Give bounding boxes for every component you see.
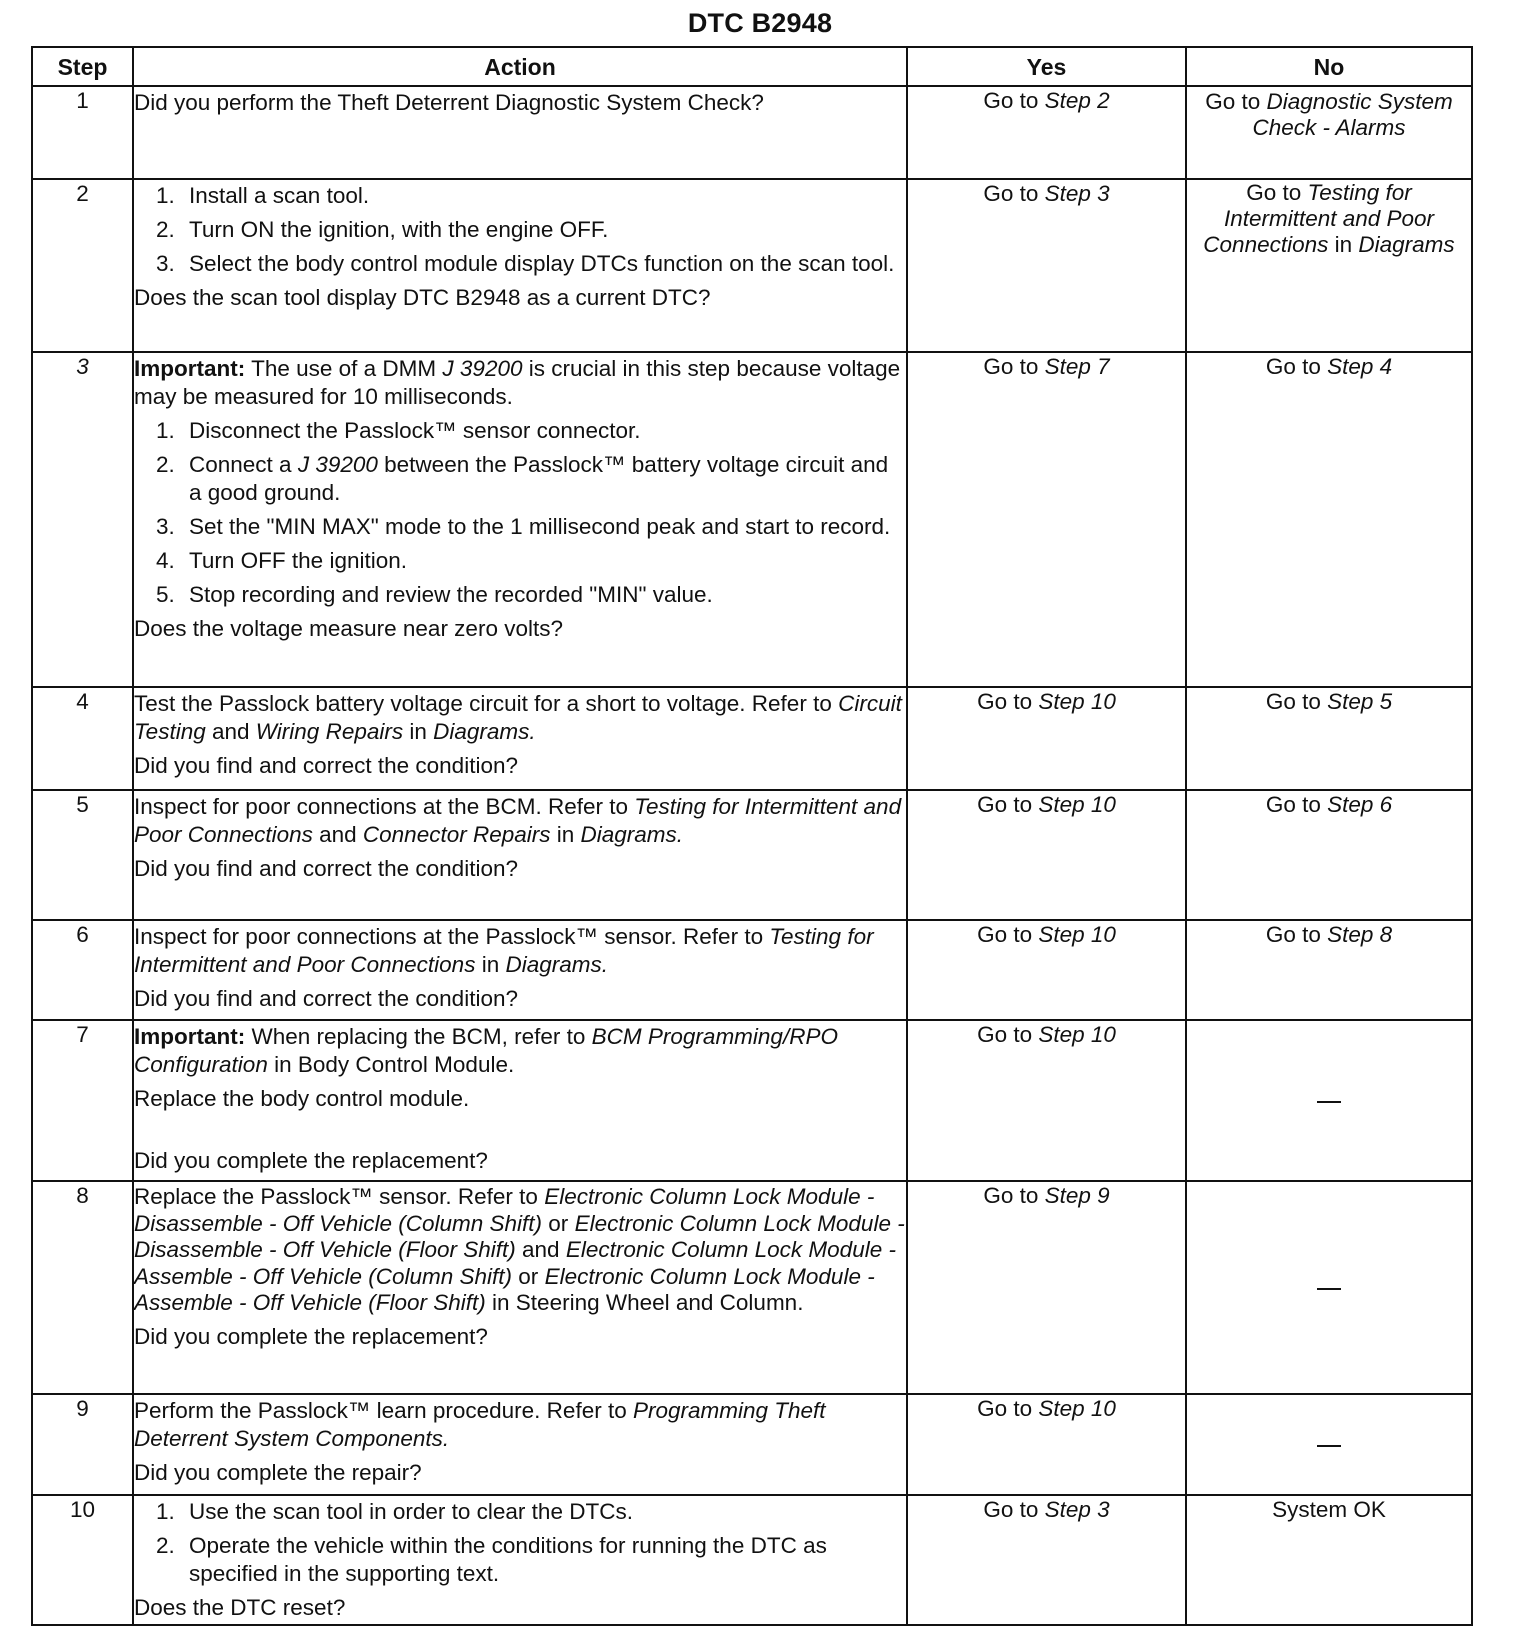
action-question: Did you complete the replacement?	[134, 1148, 488, 1173]
no-cell: Go to Step 4	[1186, 352, 1472, 687]
list-item: 3. Select the body control module display DTCs function on the scan tool.	[156, 251, 895, 276]
step-link[interactable]: Step 3	[1044, 181, 1110, 206]
reference-link[interactable]: Diagrams.	[580, 822, 684, 847]
step-number: 1	[32, 86, 133, 179]
yes-cell: Go to Step 10	[907, 1394, 1186, 1495]
action-instruction: Inspect for poor connections at the Passlock™ sensor. Refer to Testing for Intermittent and Poor Connections in Diagrams.	[134, 924, 874, 977]
list-item: 2. Connect a J 39200 between the Passlock™ battery voltage circuit and a good ground.	[156, 452, 889, 505]
document-title: DTC B2948	[687, 8, 833, 38]
action-question: Does the scan tool display DTC B2948 as a current DTC?	[134, 285, 711, 310]
not-applicable-dash	[1317, 1101, 1341, 1103]
reference-link[interactable]: Electronic Column Lock Module - Disassemble - Off Vehicle (Column Shift)	[134, 1184, 875, 1236]
table-row	[32, 687, 1472, 790]
action-question: Does the voltage measure near zero volts?	[134, 616, 563, 641]
action-cell	[133, 1181, 907, 1394]
step-number: 9	[32, 1394, 133, 1495]
table-row	[32, 1495, 1472, 1625]
table-row	[32, 790, 1472, 920]
action-question: Did you complete the repair?	[134, 1460, 422, 1485]
table-row	[32, 86, 1472, 179]
yes-cell: Go to Step 7	[907, 352, 1186, 687]
header-step: Step	[32, 47, 133, 86]
step-number: 3	[32, 352, 133, 687]
table-row	[32, 352, 1472, 687]
step-number: 4	[32, 687, 133, 790]
action-instruction: Replace the Passlock™ sensor. Refer to Electronic Column Lock Module - Disassemble - Off Vehicle (Column Shift) or Electronic Column Lock Module - Disassemble - Off Vehicle (Floor Shift) and Electronic Column Lock Module - Assemble - Off Vehicle (Column Shift) or Electronic Column Lock Module - Assemble - Off Vehicle (Floor Shift) in Steering Wheel and Column.	[134, 1184, 905, 1315]
no-cell: Go to Step 6	[1186, 790, 1472, 920]
action-cell	[133, 86, 907, 179]
action-cell	[133, 790, 907, 920]
action-question: Did you find and correct the condition?	[134, 753, 518, 778]
reference-link[interactable]: Testing for Intermittent and Poor Connections	[1203, 180, 1435, 257]
list-item: 2. Operate the vehicle within the conditions for running the DTC as specified in the supporting text.	[156, 1533, 827, 1586]
diagnostic-table	[31, 46, 1473, 1626]
action-instruction: Perform the Passlock™ learn procedure. Refer to Programming Theft Deterrent System Components.	[134, 1398, 826, 1451]
list-item: 4. Turn OFF the ignition.	[156, 548, 408, 573]
action-cell	[133, 1495, 907, 1625]
yes-cell: Go to Step 10	[907, 920, 1186, 1020]
yes-cell: Go to Step 10	[907, 687, 1186, 790]
instruction-list	[134, 1498, 906, 1588]
no-cell: Go to Diagnostic System Check - Alarms	[1186, 86, 1472, 179]
important-note: Important: When replacing the BCM, refer to BCM Programming/RPO Configuration in Body Control Module.	[134, 1024, 838, 1077]
action-cell	[133, 179, 907, 352]
instruction-list	[134, 417, 906, 609]
step-link[interactable]: Step 2	[1044, 88, 1110, 113]
action-instruction: Test the Passlock battery voltage circuit for a short to voltage. Refer to Circuit Testing and Wiring Repairs in Diagrams.	[134, 691, 902, 744]
reference-link[interactable]: Wiring Repairs	[255, 719, 404, 744]
reference-link[interactable]: Diagrams	[1358, 232, 1455, 257]
action-question: Did you find and correct the condition?	[134, 856, 518, 881]
action-cell	[133, 920, 907, 1020]
table-row	[32, 1020, 1472, 1181]
reference-link[interactable]: Testing for Intermittent and Poor Connections	[134, 794, 902, 847]
step-number: 5	[32, 790, 133, 920]
no-cell	[1186, 1495, 1472, 1625]
header-yes: Yes	[907, 47, 1186, 86]
step-link[interactable]: Step 8	[1327, 922, 1393, 947]
no-cell	[1186, 1020, 1472, 1181]
reference-link[interactable]: Electronic Column Lock Module - Disassemble - Off Vehicle (Floor Shift)	[134, 1210, 905, 1262]
table-header-row	[32, 47, 1472, 86]
table-row	[32, 179, 1472, 352]
reference-link[interactable]: Electronic Column Lock Module - Assemble - Off Vehicle (Floor Shift)	[134, 1263, 875, 1315]
table-row	[32, 920, 1472, 1020]
step-link[interactable]: Step 3	[1044, 1497, 1110, 1522]
no-cell: Go to Testing for Intermittent and Poor Connections in Diagrams	[1186, 179, 1472, 352]
step-link[interactable]: Step 10	[1038, 922, 1116, 947]
no-cell	[1186, 1394, 1472, 1495]
list-item: 1. Disconnect the Passlock™ sensor connector.	[156, 418, 641, 443]
action-cell	[133, 352, 907, 687]
action-question: Did you complete the replacement?	[134, 1323, 488, 1349]
step-link[interactable]: Step 7	[1044, 354, 1110, 379]
step-number: 7	[32, 1020, 133, 1181]
step-number: 2	[32, 179, 133, 352]
not-applicable-dash	[1317, 1288, 1341, 1290]
yes-cell: Go to Step 10	[907, 1020, 1186, 1181]
no-cell: Go to Step 8	[1186, 920, 1472, 1020]
yes-cell: Go to Step 3	[907, 1495, 1186, 1625]
reference-link[interactable]: Diagrams.	[433, 719, 536, 744]
list-item: 1. Use the scan tool in order to clear the DTCs.	[156, 1499, 633, 1524]
yes-cell: Go to Step 3	[907, 179, 1186, 352]
action-cell	[133, 687, 907, 790]
reference-link[interactable]: Electronic Column Lock Module - Assemble - Off Vehicle (Column Shift)	[134, 1237, 896, 1289]
step-link[interactable]: Step 10	[1038, 792, 1116, 817]
system-ok-text: System OK	[1272, 1497, 1386, 1522]
step-link[interactable]: Step 6	[1327, 792, 1393, 817]
step-number: 6	[32, 920, 133, 1020]
list-item: 1. Install a scan tool.	[156, 183, 370, 208]
yes-cell: Go to Step 10	[907, 790, 1186, 920]
header-action: Action	[133, 47, 907, 86]
reference-link[interactable]: Testing for Intermittent and Poor Connections	[134, 924, 874, 977]
important-note: Important: The use of a DMM J 39200 is crucial in this step because voltage may be measured for 10 milliseconds.	[134, 356, 901, 409]
action-cell	[133, 1020, 907, 1181]
reference-link[interactable]: Diagrams.	[505, 952, 608, 977]
instruction-list	[134, 182, 906, 278]
list-item: 3. Set the "MIN MAX" mode to the 1 millisecond peak and start to record.	[156, 514, 891, 539]
action-question: Did you perform the Theft Deterrent Diagnostic System Check?	[134, 90, 764, 115]
action-question: Does the DTC reset?	[134, 1595, 346, 1620]
reference-link[interactable]: BCM Programming/RPO Configuration	[134, 1024, 838, 1077]
reference-link[interactable]: Circuit Testing	[134, 691, 902, 744]
no-cell: Go to Step 5	[1186, 687, 1472, 790]
action-instruction: Replace the body control module.	[134, 1086, 470, 1111]
step-link[interactable]: Step 9	[1044, 1183, 1110, 1208]
step-link[interactable]: Step 5	[1327, 689, 1393, 714]
no-cell	[1186, 1181, 1472, 1394]
table-row	[32, 1394, 1472, 1495]
reference-link[interactable]: Programming Theft Deterrent System Components.	[134, 1398, 826, 1451]
action-instruction: Inspect for poor connections at the BCM. Refer to Testing for Intermittent and Poor Connections and Connector Repairs in Diagrams.	[134, 794, 902, 847]
step-number: 8	[32, 1181, 133, 1394]
step-link[interactable]: Step 10	[1038, 689, 1116, 714]
step-link[interactable]: Step 4	[1327, 354, 1393, 379]
reference-link[interactable]: Diagnostic System Check - Alarms	[1252, 89, 1453, 140]
action-cell	[133, 1394, 907, 1495]
step-link[interactable]: Step 10	[1038, 1022, 1116, 1047]
yes-cell: Go to Step 9	[907, 1181, 1186, 1394]
step-link[interactable]: Step 10	[1038, 1396, 1116, 1421]
list-item: 2. Turn ON the ignition, with the engine OFF.	[156, 217, 609, 242]
step-number: 10	[32, 1495, 133, 1625]
reference-link[interactable]: Connector Repairs	[362, 822, 551, 847]
table-row	[32, 1181, 1472, 1394]
header-no: No	[1186, 47, 1472, 86]
yes-cell: Go to Step 2	[907, 86, 1186, 179]
list-item: 5. Stop recording and review the recorded "MIN" value.	[156, 582, 713, 607]
not-applicable-dash	[1317, 1445, 1341, 1447]
action-question: Did you find and correct the condition?	[134, 986, 518, 1011]
